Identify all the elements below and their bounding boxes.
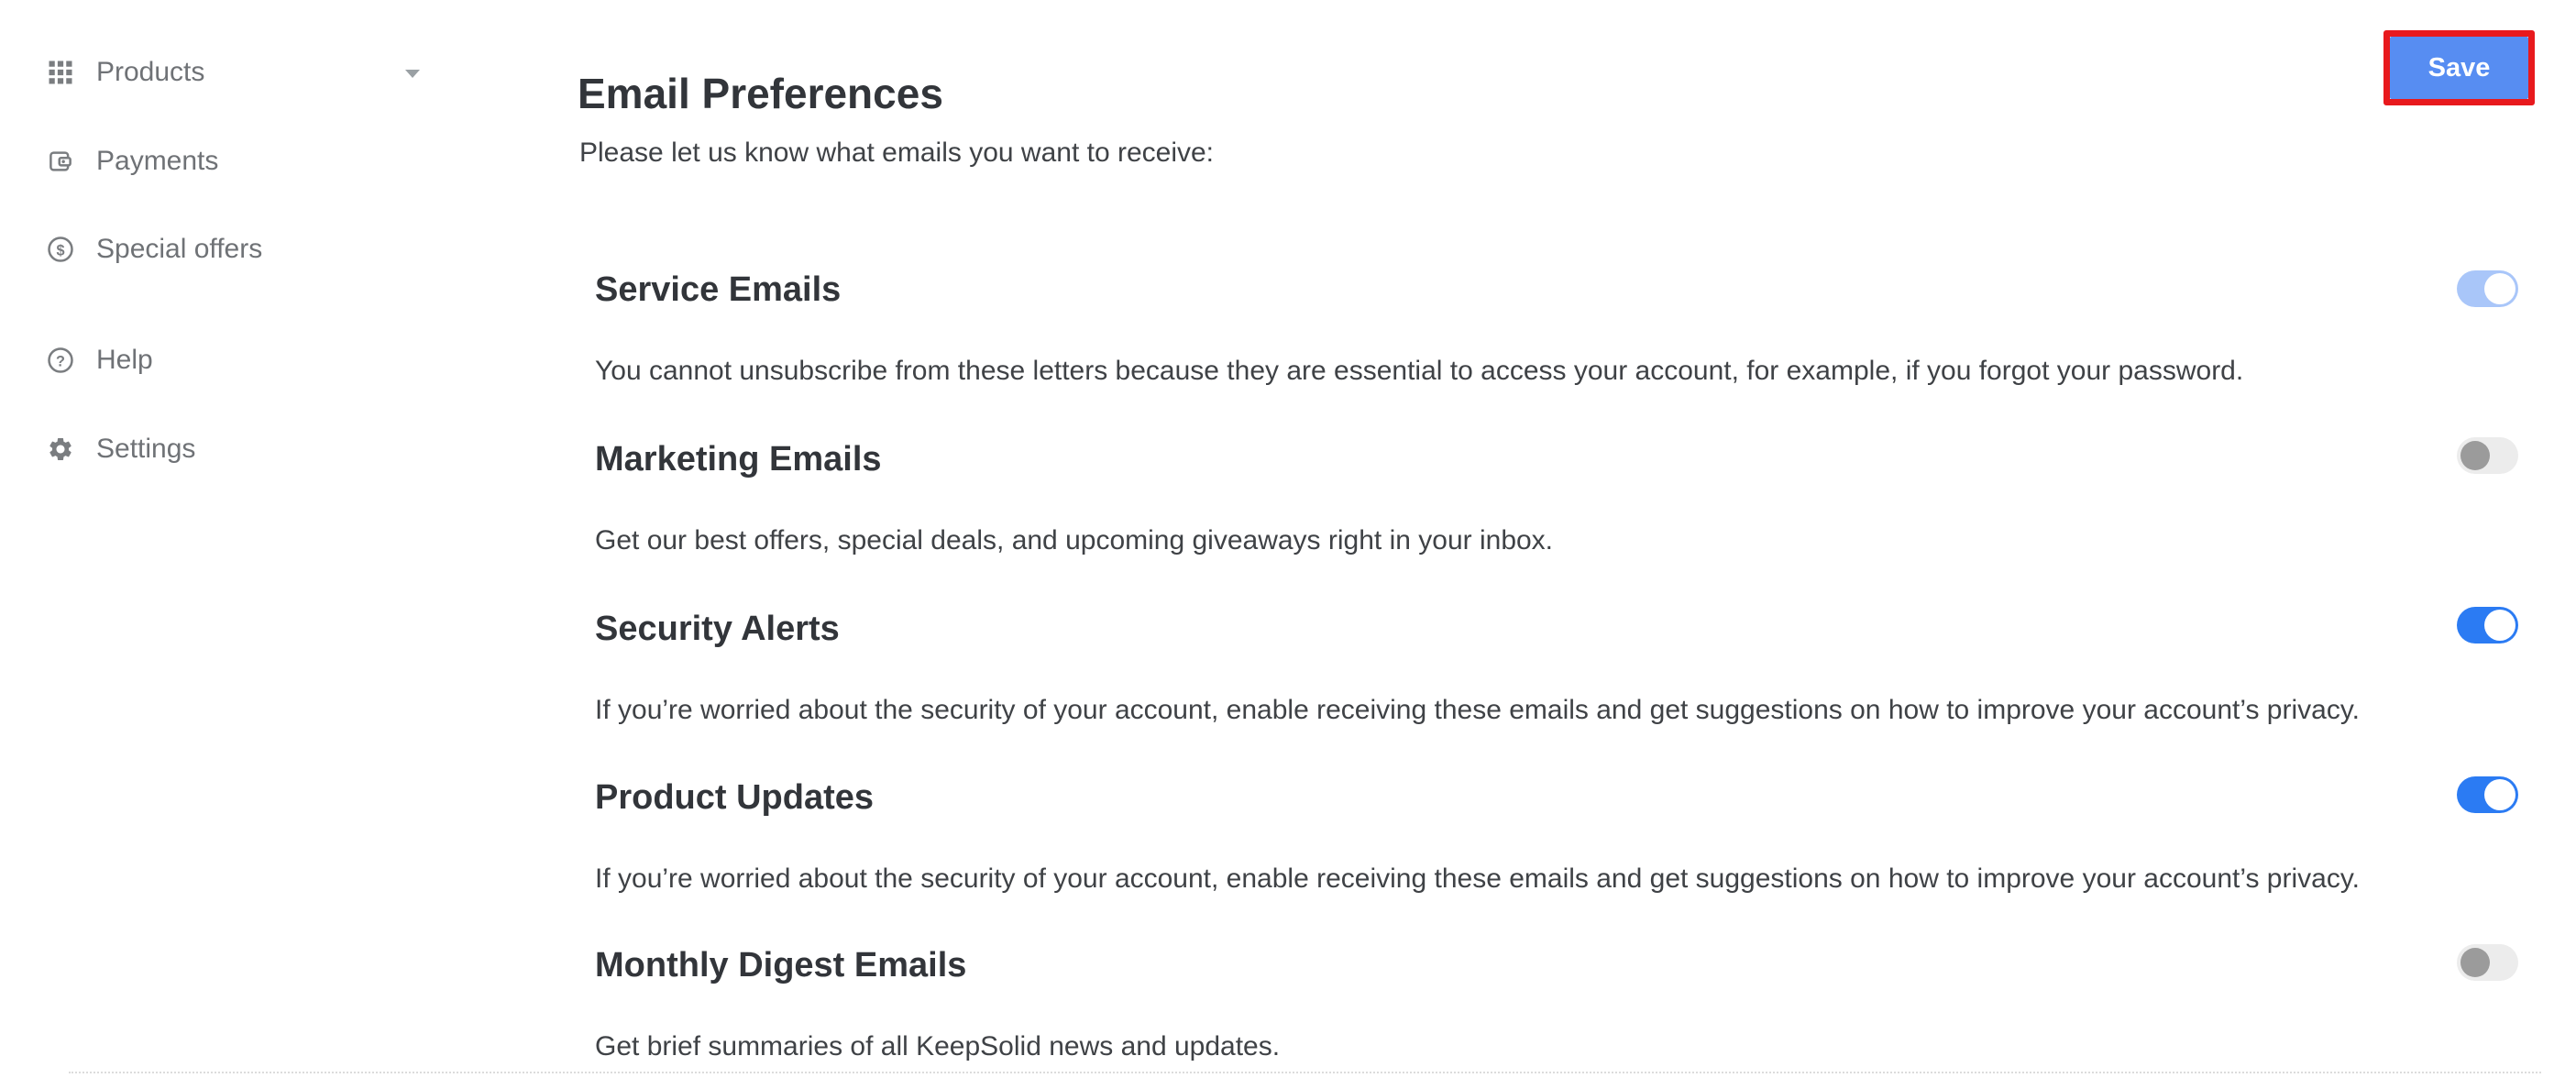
- toggle-knob: [2484, 273, 2515, 304]
- section-service-emails: [595, 270, 2243, 388]
- section-title: Marketing Emails: [595, 440, 882, 478]
- monthly-digest-toggle[interactable]: [2457, 944, 2518, 981]
- section-description: If you’re worried about the security of your account, enable receiving these emails and get suggestions on how to improve your account’s privacy.: [595, 864, 2360, 894]
- section-marketing-emails: [595, 439, 1553, 557]
- annotation-highlight-box: [2383, 30, 2535, 105]
- svg-text:$: $: [56, 242, 65, 259]
- chevron-down-icon: [403, 68, 422, 79]
- sidebar-item-label: Settings: [96, 434, 196, 464]
- section-monthly-digest-emails: [595, 945, 1280, 1063]
- section-title: Product Updates: [595, 778, 875, 817]
- section-description: Get brief summaries of all KeepSolid news and updates.: [595, 1031, 1281, 1062]
- wallet-icon: [46, 147, 75, 176]
- toggle-knob: [2484, 610, 2515, 641]
- toggle-knob: [2460, 948, 2490, 977]
- product-updates-toggle[interactable]: [2457, 776, 2518, 813]
- grid-icon: [46, 58, 75, 87]
- section-title: Service Emails: [595, 270, 842, 309]
- sidebar-item-label: Special offers: [96, 234, 263, 264]
- security-alerts-toggle[interactable]: [2457, 607, 2518, 644]
- question-circle-icon: [46, 346, 75, 375]
- toggle-knob: [2484, 779, 2515, 810]
- section-description: Get our best offers, special deals, and upcoming giveaways right in your inbox.: [595, 525, 1554, 556]
- sidebar-item-label: Products: [96, 57, 205, 87]
- save-button[interactable]: Save: [2390, 37, 2528, 99]
- service-emails-toggle[interactable]: [2457, 270, 2518, 307]
- section-title: Security Alerts: [595, 610, 840, 648]
- page-title: Email Preferences: [578, 69, 943, 117]
- section-description: You cannot unsubscribe from these letters because they are essential to access your account, for example, if you forgot your password.: [595, 356, 2244, 386]
- svg-text:?: ?: [56, 353, 65, 370]
- sidebar-item-label: Help: [96, 345, 153, 375]
- dotted-divider: [69, 1072, 2541, 1073]
- sidebar-item-label: Payments: [96, 146, 219, 176]
- section-product-updates: [595, 777, 2360, 896]
- toggle-knob: [2460, 441, 2490, 470]
- gear-icon: [46, 434, 75, 464]
- marketing-emails-toggle[interactable]: [2457, 437, 2518, 474]
- dollar-circle-icon: [46, 235, 75, 264]
- section-description: If you’re worried about the security of your account, enable receiving these emails and get suggestions on how to improve your account’s privacy.: [595, 695, 2360, 725]
- page-subtitle: Please let us know what emails you want to receive:: [579, 138, 1215, 168]
- section-title: Monthly Digest Emails: [595, 946, 967, 984]
- section-security-alerts: [595, 609, 2360, 727]
